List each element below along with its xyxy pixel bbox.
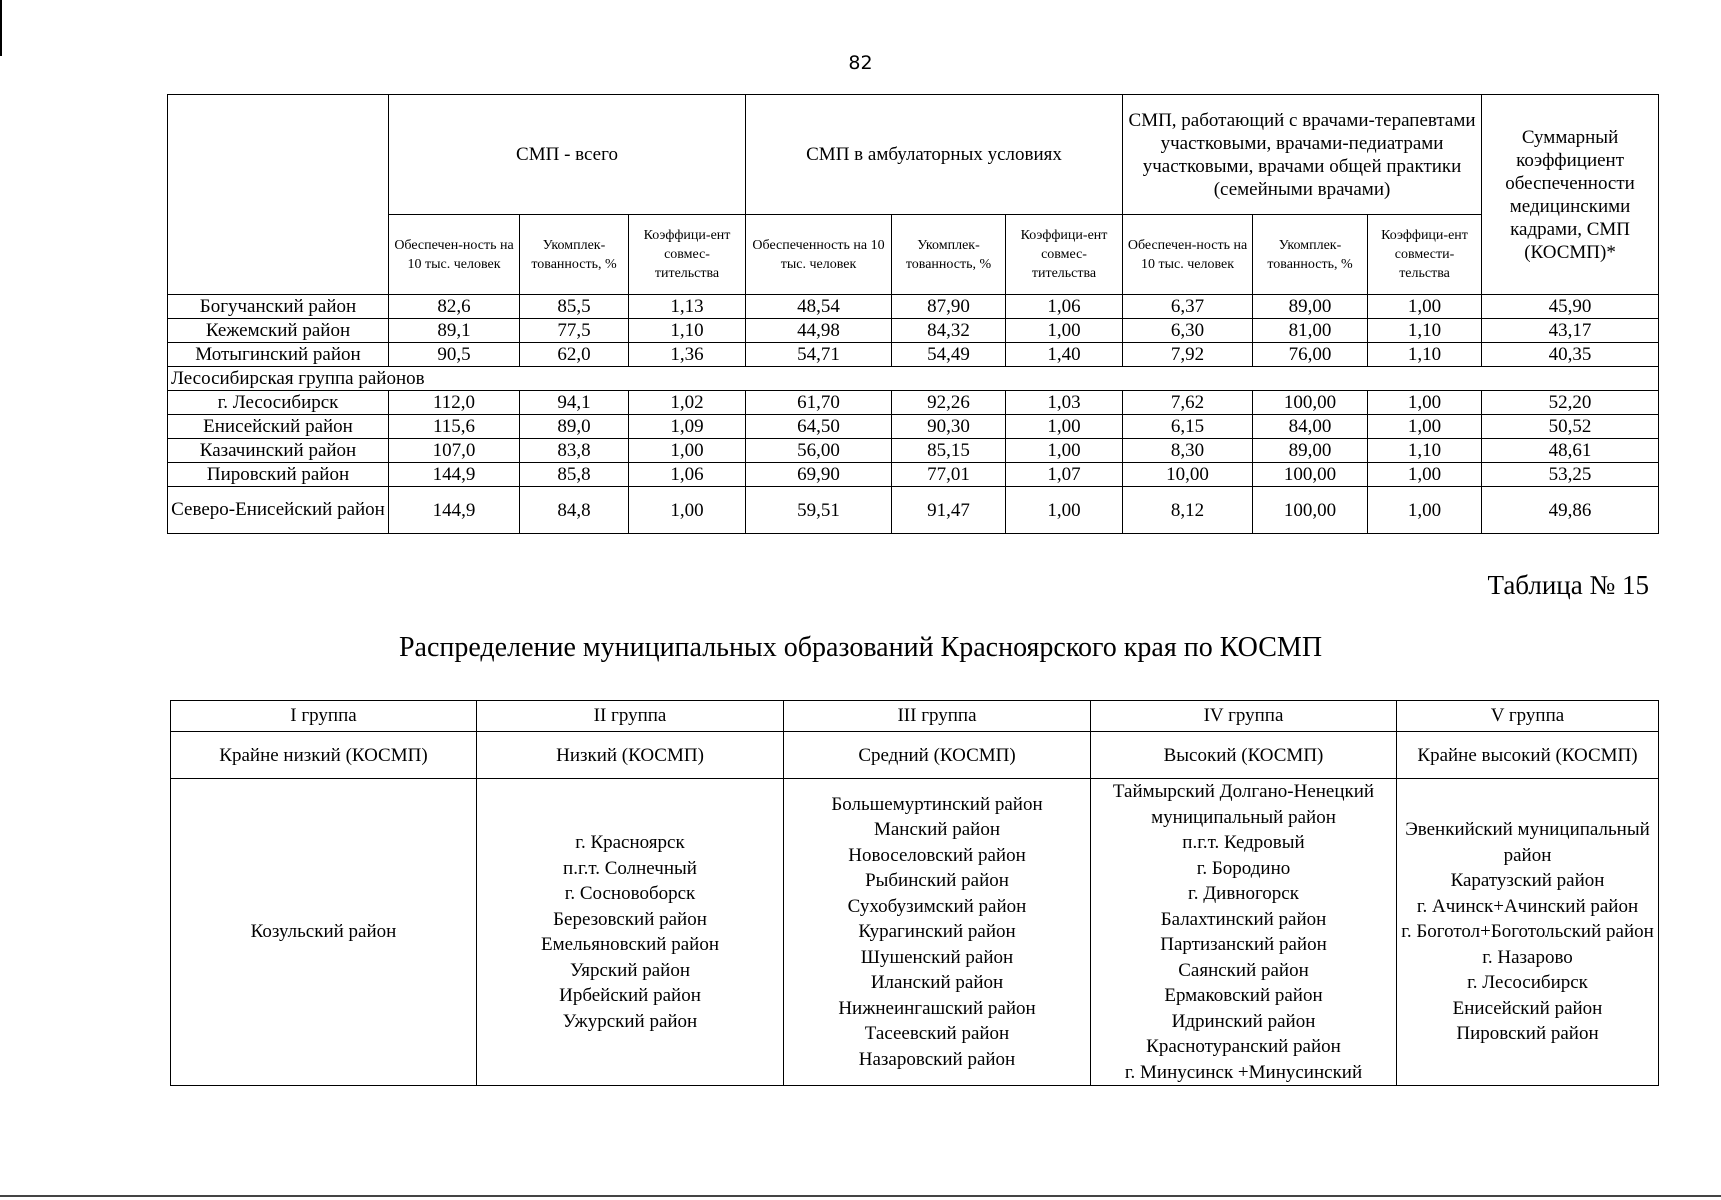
municipality-item: Каратузский район (1450, 870, 1605, 892)
staffing-table (167, 94, 1659, 534)
table-row (168, 319, 1659, 343)
municipality-item: Таймырский Долгано-Ненецкий муниципальный район (1112, 781, 1375, 828)
value-cell: 54,71 (746, 343, 892, 367)
table-row (168, 487, 1659, 534)
value-cell: 85,5 (520, 295, 629, 319)
subheader-cell: Обеспечен-ность на 10 тыс. человек (389, 215, 520, 295)
value-cell: 43,17 (1482, 319, 1659, 343)
value-cell: 1,36 (629, 343, 746, 367)
value-cell: 1,00 (1368, 463, 1482, 487)
subheader-cell: Укомплек-тованность, % (520, 215, 629, 295)
value-cell: 1,40 (1006, 343, 1123, 367)
table-row (168, 463, 1659, 487)
municipality-item: Партизанский район (1160, 934, 1327, 955)
value-cell: 7,92 (1123, 343, 1253, 367)
group-header-row (171, 701, 1659, 732)
value-cell: 107,0 (389, 439, 520, 463)
group-list (477, 779, 784, 1086)
group-level: Высокий (КОСМП) (1091, 732, 1397, 779)
value-cell: 7,62 (1123, 391, 1253, 415)
value-cell: 1,06 (1006, 295, 1123, 319)
municipality-item: г. Дивногорск (1188, 883, 1299, 904)
group-level: Средний (КОСМП) (784, 732, 1091, 779)
value-cell: 90,5 (389, 343, 520, 367)
value-cell: 90,30 (892, 415, 1006, 439)
value-cell: 69,90 (746, 463, 892, 487)
value-cell: 1,00 (629, 487, 746, 534)
municipality-item: Балахтинский район (1160, 908, 1327, 930)
group-level: Крайне высокий (КОСМП) (1397, 732, 1659, 779)
value-cell: 1,00 (629, 439, 746, 463)
municipality-item: Нижнеингашский район (838, 997, 1036, 1019)
municipality-item: Назаровский район (858, 1048, 1016, 1070)
table-row (168, 343, 1659, 367)
municipality-item: Ермаковский район (1164, 985, 1323, 1006)
value-cell: 8,12 (1123, 487, 1253, 534)
value-cell: 6,30 (1123, 319, 1253, 343)
group-row (168, 367, 1659, 391)
value-cell: 48,61 (1482, 439, 1659, 463)
value-cell: 92,26 (892, 391, 1006, 415)
value-cell: 1,00 (1006, 487, 1123, 534)
value-cell: 44,98 (746, 319, 892, 343)
value-cell: 84,8 (520, 487, 629, 534)
value-cell: 91,47 (892, 487, 1006, 534)
group-name: V группа (1397, 701, 1659, 732)
group-level: Низкий (КОСМП) (477, 732, 784, 779)
value-cell: 62,0 (520, 343, 629, 367)
region-name: Богучанский район (168, 295, 389, 319)
municipality-item: Козульский район (250, 921, 397, 943)
corner-cell (168, 95, 389, 295)
value-cell: 45,90 (1482, 295, 1659, 319)
municipality-item: Эвенкийский муниципальный район (1405, 819, 1650, 866)
municipality-item: г. Красноярск (575, 832, 685, 853)
table-title: Распределение муниципальных образований Красноярского края по КОСМП (398, 632, 1323, 663)
value-cell: 1,00 (1006, 439, 1123, 463)
value-cell: 1,10 (1368, 319, 1482, 343)
value-cell: 76,00 (1253, 343, 1368, 367)
municipality-item: Ирбейский район (559, 985, 701, 1006)
value-cell: 59,51 (746, 487, 892, 534)
municipality-item: Саянский район (1178, 959, 1309, 981)
value-cell: 77,5 (520, 319, 629, 343)
page-number: 82 (848, 52, 873, 74)
region-name: Северо-Енисейский район (168, 487, 389, 534)
value-cell: 1,02 (629, 391, 746, 415)
value-cell: 144,9 (389, 463, 520, 487)
value-cell: 8,30 (1123, 439, 1253, 463)
value-cell: 6,15 (1123, 415, 1253, 439)
header-smp-district: СМП, работающий с врачами-терапевтами участковыми, врачами-педиатрами участковыми, врачами общей практики (семейными врачами) (1123, 95, 1482, 215)
municipality-item: г. Боготол+Боготольский район (1401, 921, 1654, 943)
value-cell: 54,49 (892, 343, 1006, 367)
distribution-table (170, 700, 1659, 1086)
value-cell: 40,35 (1482, 343, 1659, 367)
subheader-cell: Укомплек-тованность, % (892, 215, 1006, 295)
municipality-item: Березовский район (553, 908, 707, 930)
municipality-item: Большемуртинский район (831, 793, 1043, 815)
value-cell: 1,10 (1368, 439, 1482, 463)
subheader-cell: Коэффици-ент совмес-тительства (1006, 215, 1123, 295)
group-list (784, 779, 1091, 1086)
value-cell: 115,6 (389, 415, 520, 439)
value-cell: 77,01 (892, 463, 1006, 487)
value-cell: 81,00 (1253, 319, 1368, 343)
value-cell: 89,00 (1253, 295, 1368, 319)
municipality-item: Шушенский район (860, 946, 1014, 968)
value-cell: 144,9 (389, 487, 520, 534)
header-smp-ambulatory: СМП в амбулаторных условиях (746, 95, 1123, 215)
municipality-item: Емельяновский район (541, 934, 719, 955)
table-row (168, 415, 1659, 439)
municipality-item: Енисейский район (1452, 997, 1603, 1019)
group-list (1397, 779, 1659, 1086)
municipality-item: Тасеевский район (864, 1023, 1010, 1045)
value-cell: 1,00 (1368, 487, 1482, 534)
header-total-coef: Суммарный коэффициент обеспеченности медицинскими кадрами, СМП (КОСМП)* (1482, 95, 1659, 295)
group-list (1091, 779, 1397, 1086)
region-name: Кежемский район (168, 319, 389, 343)
value-cell: 89,00 (1253, 439, 1368, 463)
municipality-item: г. Назарово (1482, 946, 1573, 968)
value-cell: 56,00 (746, 439, 892, 463)
municipalities-row (171, 779, 1659, 1086)
subheader-cell: Укомплек-тованность, % (1253, 215, 1368, 295)
group-list (171, 779, 477, 1086)
value-cell: 64,50 (746, 415, 892, 439)
municipality-item: г. Бородино (1196, 857, 1291, 879)
value-cell: 52,20 (1482, 391, 1659, 415)
region-name: Енисейский район (168, 415, 389, 439)
region-name: Пировский район (168, 463, 389, 487)
group-label: Лесосибирская группа районов (168, 367, 1659, 391)
value-cell: 1,00 (1006, 319, 1123, 343)
municipality-item: г. Лесосибирск (1467, 972, 1588, 994)
value-cell: 6,37 (1123, 295, 1253, 319)
value-cell: 112,0 (389, 391, 520, 415)
municipality-item: Пировский район (1456, 1023, 1599, 1045)
municipality-item: Краснотуранский район (1146, 1036, 1341, 1057)
municipality-item: п.г.т. Кедровый (1182, 832, 1305, 853)
value-cell: 1,09 (629, 415, 746, 439)
value-cell: 84,32 (892, 319, 1006, 343)
value-cell: 1,03 (1006, 391, 1123, 415)
value-cell: 61,70 (746, 391, 892, 415)
subheader-cell: Коэффици-ент совмести-тельства (1368, 215, 1482, 295)
header-smp-total: СМП - всего (389, 95, 746, 215)
value-cell: 100,00 (1253, 487, 1368, 534)
value-cell: 53,25 (1482, 463, 1659, 487)
subheader-cell: Коэффици-ент совмес-тительства (629, 215, 746, 295)
table-number: Таблица № 15 (1487, 570, 1649, 600)
group-name: IV группа (1091, 701, 1397, 732)
value-cell: 89,1 (389, 319, 520, 343)
value-cell: 89,0 (520, 415, 629, 439)
group-name: I группа (171, 701, 477, 732)
table-row (168, 439, 1659, 463)
group-name: III группа (784, 701, 1091, 732)
region-name: Казачинский район (168, 439, 389, 463)
municipality-item: Новоселовский район (848, 844, 1026, 866)
value-cell: 50,52 (1482, 415, 1659, 439)
table-row (168, 391, 1659, 415)
municipality-item: п.г.т. Солнечный (563, 857, 697, 879)
region-name: г. Лесосибирск (168, 391, 389, 415)
municipality-item: г. Сосновоборск (564, 883, 696, 904)
value-cell: 87,90 (892, 295, 1006, 319)
municipality-item: Ужурский район (562, 1010, 698, 1032)
municipality-item: Сухобузимский район (847, 895, 1027, 917)
municipality-item: Манский район (873, 819, 1000, 841)
value-cell: 82,6 (389, 295, 520, 319)
value-cell: 48,54 (746, 295, 892, 319)
municipality-item: г. Ачинск+Ачинский район (1416, 895, 1639, 917)
value-cell: 49,86 (1482, 487, 1659, 534)
municipality-item: Рыбинский район (865, 870, 1009, 892)
page-bottom-line (0, 1195, 1721, 1197)
value-cell: 100,00 (1253, 463, 1368, 487)
group-level: Крайне низкий (КОСМП) (171, 732, 477, 779)
value-cell: 1,07 (1006, 463, 1123, 487)
region-name: Мотыгинский район (168, 343, 389, 367)
value-cell: 100,00 (1253, 391, 1368, 415)
subheader-cell: Обеспеченность на 10 тыс. человек (746, 215, 892, 295)
municipality-item: Курагинский район (858, 921, 1016, 943)
municipality-item: г. Минусинск +Минусинский (1124, 1061, 1363, 1083)
scan-edge-line (0, 0, 2, 56)
value-cell: 1,10 (1368, 343, 1482, 367)
value-cell: 1,00 (1368, 295, 1482, 319)
value-cell: 85,15 (892, 439, 1006, 463)
value-cell: 83,8 (520, 439, 629, 463)
value-cell: 1,06 (629, 463, 746, 487)
value-cell: 1,10 (629, 319, 746, 343)
value-cell: 84,00 (1253, 415, 1368, 439)
municipality-item: Иланский район (870, 972, 1004, 994)
value-cell: 10,00 (1123, 463, 1253, 487)
level-row (171, 732, 1659, 779)
value-cell: 1,00 (1006, 415, 1123, 439)
table-row (168, 295, 1659, 319)
municipality-item: Уярский район (569, 959, 691, 981)
value-cell: 1,00 (1368, 415, 1482, 439)
subheader-cell: Обеспечен-ность на 10 тыс. человек (1123, 215, 1253, 295)
value-cell: 1,13 (629, 295, 746, 319)
municipality-item: Идринский район (1171, 1010, 1316, 1032)
group-name: II группа (477, 701, 784, 732)
value-cell: 1,00 (1368, 391, 1482, 415)
value-cell: 94,1 (520, 391, 629, 415)
value-cell: 85,8 (520, 463, 629, 487)
